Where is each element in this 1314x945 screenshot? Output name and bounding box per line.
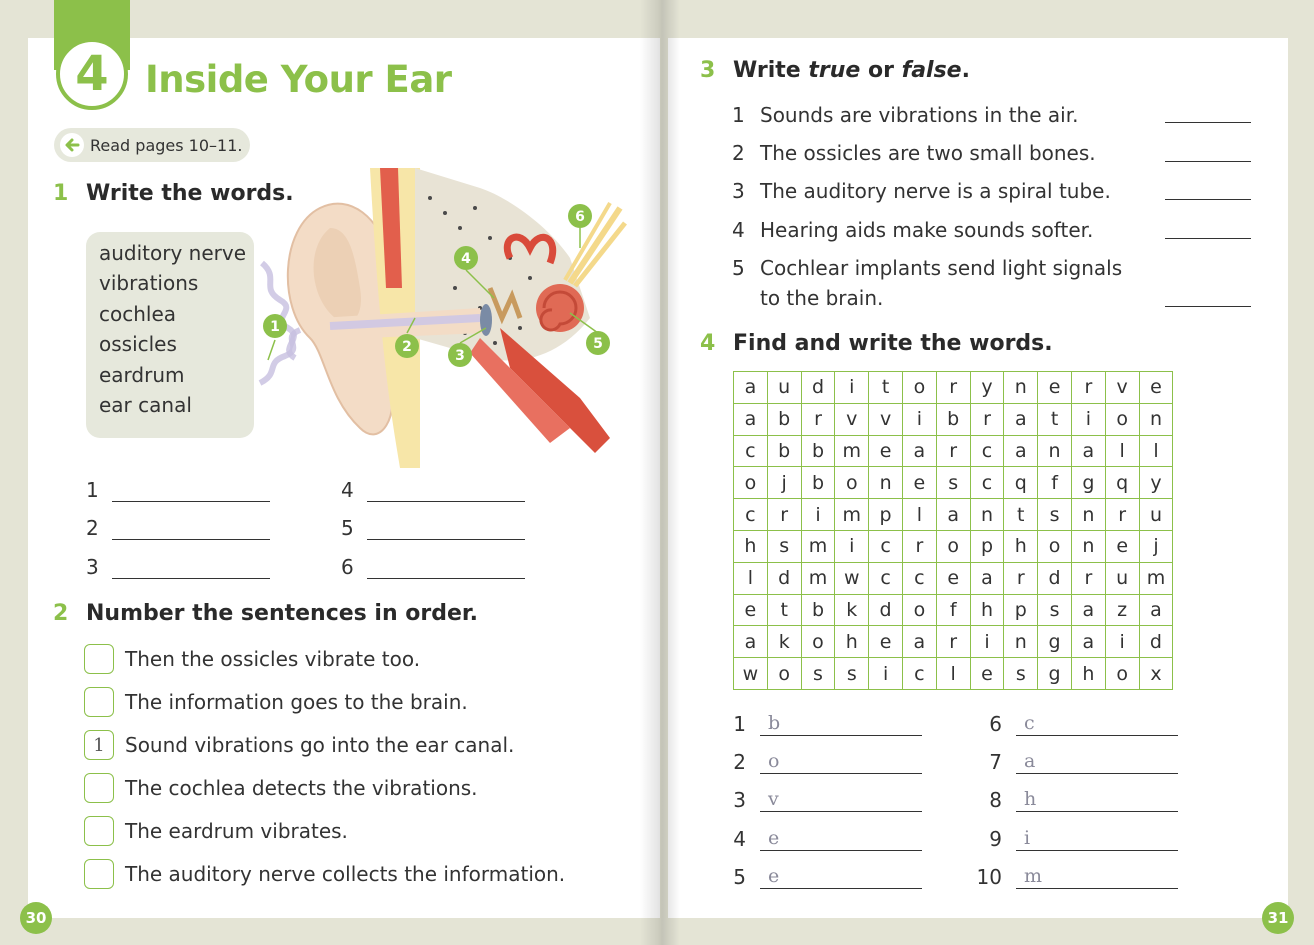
word-item: auditory nerve xyxy=(99,241,247,265)
grid-cell[interactable]: m xyxy=(801,562,835,594)
handwritten-letter: c xyxy=(1024,712,1035,734)
order-box[interactable] xyxy=(84,687,114,717)
grid-cell[interactable]: o xyxy=(902,372,936,404)
grid-cell[interactable]: e xyxy=(970,658,1004,690)
exercise-4-title: Find and write the words. xyxy=(733,331,1053,356)
answer-number: 3 xyxy=(733,788,746,812)
tf-statement: Cochlear implants send light signals xyxy=(760,256,1123,280)
grid-row xyxy=(734,530,1173,562)
back-arrow-icon xyxy=(60,133,84,157)
grid-cell[interactable]: b xyxy=(767,403,801,435)
sentence-row xyxy=(84,687,468,717)
grid-cell[interactable]: s xyxy=(1038,594,1072,626)
grid-cell[interactable]: e xyxy=(869,435,903,467)
grid-cell[interactable]: y xyxy=(970,372,1004,404)
grid-cell[interactable]: t xyxy=(869,372,903,404)
word-box xyxy=(86,232,254,438)
tf-answer-line[interactable] xyxy=(1165,122,1251,123)
answer-row xyxy=(720,786,922,812)
grid-cell[interactable]: i xyxy=(970,626,1004,658)
grid-cell[interactable]: r xyxy=(970,403,1004,435)
answer-row xyxy=(972,786,1178,812)
grid-cell[interactable]: n xyxy=(1038,435,1072,467)
answer-line[interactable] xyxy=(112,518,270,540)
order-box[interactable] xyxy=(84,773,114,803)
tf-answer-line[interactable] xyxy=(1165,161,1251,162)
grid-cell[interactable]: a xyxy=(1004,403,1038,435)
answer-number: 1 xyxy=(733,712,746,736)
grid-cell[interactable]: o xyxy=(734,467,768,499)
grid-cell[interactable]: n xyxy=(1071,499,1105,531)
tf-statement: The auditory nerve is a spiral tube. xyxy=(760,179,1111,203)
answer-row xyxy=(86,555,270,579)
answer-number: 4 xyxy=(733,827,746,851)
grid-cell[interactable]: s xyxy=(801,658,835,690)
order-box[interactable] xyxy=(84,816,114,846)
answer-line[interactable] xyxy=(760,863,922,889)
word-item: ossicles xyxy=(99,332,177,357)
answer-line[interactable] xyxy=(1016,786,1178,812)
sentence-text: Then the ossicles vibrate too. xyxy=(125,647,421,671)
grid-cell[interactable]: f xyxy=(936,594,970,626)
grid-cell[interactable]: z xyxy=(1105,594,1139,626)
grid-cell[interactable]: h xyxy=(835,626,869,658)
grid-cell[interactable]: m xyxy=(835,499,869,531)
answer-number: 2 xyxy=(86,516,99,540)
answer-line[interactable] xyxy=(1016,710,1178,736)
answer-line[interactable] xyxy=(760,710,922,736)
grid-cell[interactable]: c xyxy=(869,562,903,594)
grid-cell[interactable]: r xyxy=(902,530,936,562)
grid-row xyxy=(734,658,1173,690)
answer-number: 5 xyxy=(341,516,354,540)
diagram-label-2: 2 xyxy=(402,339,412,355)
answer-row xyxy=(341,555,525,579)
grid-cell[interactable]: r xyxy=(801,403,835,435)
answer-line[interactable] xyxy=(1016,825,1178,851)
tf-item xyxy=(732,141,1096,165)
diagram-label-3: 3 xyxy=(455,348,465,364)
grid-cell[interactable]: c xyxy=(970,467,1004,499)
grid-cell[interactable]: l xyxy=(902,499,936,531)
sentence-text: The cochlea detects the vibrations. xyxy=(125,776,478,800)
grid-cell[interactable]: x xyxy=(1139,658,1173,690)
grid-cell[interactable]: a xyxy=(734,372,768,404)
handwritten-letter: a xyxy=(1024,750,1036,772)
answer-number: 4 xyxy=(341,478,354,502)
grid-cell[interactable]: p xyxy=(1004,594,1038,626)
grid-cell[interactable]: t xyxy=(1004,499,1038,531)
grid-cell[interactable]: d xyxy=(801,372,835,404)
grid-row xyxy=(734,435,1173,467)
word-item: vibrations xyxy=(99,271,199,296)
grid-cell[interactable]: a xyxy=(1071,626,1105,658)
grid-cell[interactable]: m xyxy=(835,435,869,467)
answer-line[interactable] xyxy=(112,557,270,579)
grid-cell[interactable]: s xyxy=(936,467,970,499)
grid-cell[interactable]: n xyxy=(1004,372,1038,404)
diagram-label-5: 5 xyxy=(593,336,603,352)
answer-row xyxy=(720,825,922,851)
grid-cell[interactable]: m xyxy=(801,530,835,562)
grid-cell[interactable]: r xyxy=(936,372,970,404)
title-part: or xyxy=(860,58,902,83)
exercise-4-number: 4 xyxy=(700,331,716,356)
grid-cell[interactable]: l xyxy=(734,562,768,594)
answer-row xyxy=(86,516,270,540)
grid-cell[interactable]: o xyxy=(1038,530,1072,562)
grid-cell[interactable]: w xyxy=(835,562,869,594)
tf-item xyxy=(732,103,1078,127)
grid-cell[interactable]: c xyxy=(734,435,768,467)
grid-cell[interactable]: a xyxy=(734,626,768,658)
answer-number: 10 xyxy=(976,865,1002,889)
handwritten-letter: e xyxy=(768,827,780,849)
answer-row xyxy=(341,478,525,502)
grid-cell[interactable]: s xyxy=(767,530,801,562)
answer-line[interactable] xyxy=(1016,748,1178,774)
answer-line[interactable] xyxy=(760,748,922,774)
ear-diagram xyxy=(250,168,630,468)
grid-cell[interactable]: h xyxy=(1071,658,1105,690)
answer-number: 6 xyxy=(341,555,354,579)
grid-cell[interactable]: b xyxy=(801,467,835,499)
handwritten-letter: i xyxy=(1024,827,1031,849)
exercise-1-title: Write the words. xyxy=(86,181,294,206)
grid-cell[interactable]: o xyxy=(1105,658,1139,690)
grid-cell[interactable]: o xyxy=(902,594,936,626)
grid-cell[interactable]: m xyxy=(1139,562,1173,594)
handwritten-letter: v xyxy=(768,788,779,810)
grid-cell[interactable]: k xyxy=(835,594,869,626)
sentence-row xyxy=(84,773,478,803)
grid-cell[interactable]: h xyxy=(734,530,768,562)
grid-cell[interactable]: s xyxy=(1038,499,1072,531)
grid-cell[interactable]: d xyxy=(1038,562,1072,594)
grid-cell[interactable]: g xyxy=(1071,467,1105,499)
exercise-2-number: 2 xyxy=(53,601,69,626)
grid-cell[interactable]: v xyxy=(1105,372,1139,404)
grid-cell[interactable]: k xyxy=(767,626,801,658)
tf-item-continued xyxy=(760,286,883,310)
grid-cell[interactable]: r xyxy=(1071,372,1105,404)
grid-cell[interactable]: o xyxy=(936,530,970,562)
answer-row xyxy=(720,710,922,736)
title-false: false xyxy=(901,58,962,83)
grid-cell[interactable]: q xyxy=(1004,467,1038,499)
tf-statement: The ossicles are two small bones. xyxy=(760,141,1096,165)
grid-cell[interactable]: e xyxy=(1038,372,1072,404)
handwritten-letter: b xyxy=(768,712,781,734)
grid-cell[interactable]: a xyxy=(902,435,936,467)
read-pages-note xyxy=(54,128,250,162)
grid-cell[interactable]: a xyxy=(936,499,970,531)
grid-cell[interactable]: a xyxy=(1071,594,1105,626)
word-item: eardrum xyxy=(99,362,185,387)
answer-line[interactable] xyxy=(1016,863,1178,889)
grid-cell[interactable]: q xyxy=(1105,467,1139,499)
grid-cell[interactable]: o xyxy=(801,626,835,658)
answer-line[interactable] xyxy=(367,518,525,540)
grid-cell[interactable]: r xyxy=(936,435,970,467)
book-gutter xyxy=(640,0,680,945)
answer-row xyxy=(720,748,922,774)
grid-cell[interactable]: u xyxy=(767,372,801,404)
answer-row xyxy=(972,825,1178,851)
order-box[interactable]: 1 xyxy=(84,730,114,760)
grid-cell[interactable]: v xyxy=(869,403,903,435)
tf-answer-line[interactable] xyxy=(1165,306,1251,307)
word-item: cochlea xyxy=(99,301,177,326)
grid-cell[interactable]: s xyxy=(835,658,869,690)
grid-cell[interactable]: r xyxy=(1105,499,1139,531)
exercise-2-title: Number the sentences in order. xyxy=(86,601,478,626)
grid-cell[interactable]: i xyxy=(1105,626,1139,658)
grid-cell[interactable]: c xyxy=(902,562,936,594)
grid-cell[interactable]: a xyxy=(970,562,1004,594)
tf-number: 4 xyxy=(732,218,745,242)
sentence-text: The auditory nerve collects the information. xyxy=(125,862,566,886)
tf-item xyxy=(732,218,1093,242)
answer-number: 2 xyxy=(733,750,746,774)
grid-cell[interactable]: j xyxy=(767,467,801,499)
grid-cell[interactable]: h xyxy=(1004,530,1038,562)
answer-row xyxy=(972,863,1178,889)
title-part: Write xyxy=(733,58,809,83)
grid-cell[interactable]: e xyxy=(734,594,768,626)
tf-item xyxy=(732,256,1122,280)
grid-cell[interactable]: u xyxy=(1139,499,1173,531)
grid-cell[interactable]: l xyxy=(936,658,970,690)
grid-cell[interactable]: c xyxy=(869,530,903,562)
exercise-3-title xyxy=(733,58,970,83)
handwritten-letter: h xyxy=(1024,788,1037,810)
grid-cell[interactable]: r xyxy=(1071,562,1105,594)
word-item: ear canal xyxy=(99,393,192,418)
grid-cell[interactable]: b xyxy=(801,594,835,626)
grid-row xyxy=(734,562,1173,594)
unit-number-badge: 4 xyxy=(56,38,128,110)
exercise-3-number: 3 xyxy=(700,58,716,83)
grid-cell[interactable]: b xyxy=(936,403,970,435)
answer-number: 8 xyxy=(989,788,1002,812)
grid-cell[interactable]: c xyxy=(902,658,936,690)
tf-item xyxy=(732,179,1111,203)
grid-cell[interactable]: o xyxy=(835,467,869,499)
grid-cell[interactable]: t xyxy=(1038,403,1072,435)
tf-answer-line[interactable] xyxy=(1165,238,1251,239)
tf-number: 2 xyxy=(732,141,745,165)
grid-cell[interactable]: e xyxy=(869,626,903,658)
grid-row xyxy=(734,499,1173,531)
grid-cell[interactable]: a xyxy=(1004,435,1038,467)
answer-line[interactable] xyxy=(760,786,922,812)
grid-cell[interactable]: v xyxy=(835,403,869,435)
tf-answer-line[interactable] xyxy=(1165,199,1251,200)
grid-cell[interactable]: n xyxy=(869,467,903,499)
tf-number: 5 xyxy=(732,256,745,280)
grid-cell[interactable]: o xyxy=(1105,403,1139,435)
grid-row xyxy=(734,594,1173,626)
grid-cell[interactable]: n xyxy=(1139,403,1173,435)
tf-statement: Sounds are vibrations in the air. xyxy=(760,103,1079,127)
grid-cell[interactable]: s xyxy=(1004,658,1038,690)
grid-cell[interactable]: f xyxy=(1038,467,1072,499)
read-pages-text: Read pages 10–11. xyxy=(90,135,243,155)
answer-number: 6 xyxy=(989,712,1002,736)
grid-cell[interactable]: j xyxy=(1139,530,1173,562)
grid-row xyxy=(734,372,1173,404)
grid-cell[interactable]: p xyxy=(970,530,1004,562)
answer-row xyxy=(972,748,1178,774)
grid-cell[interactable]: a xyxy=(902,626,936,658)
sentence-text: The eardrum vibrates. xyxy=(125,819,348,843)
grid-cell[interactable]: p xyxy=(869,499,903,531)
answer-row xyxy=(86,478,270,502)
grid-cell[interactable]: i xyxy=(835,530,869,562)
order-box[interactable] xyxy=(84,859,114,889)
grid-cell[interactable]: g xyxy=(1038,626,1072,658)
grid-cell[interactable]: e xyxy=(936,562,970,594)
sentence-row xyxy=(84,730,514,760)
sentence-text: Sound vibrations go into the ear canal. xyxy=(125,733,515,757)
word-search-grid xyxy=(733,371,1173,690)
diagram-label-1: 1 xyxy=(270,319,280,335)
grid-cell[interactable]: l xyxy=(1105,435,1139,467)
grid-cell[interactable]: a xyxy=(1139,594,1173,626)
grid-row xyxy=(734,626,1173,658)
sentence-row xyxy=(84,644,420,674)
grid-cell[interactable]: r xyxy=(767,499,801,531)
grid-cell[interactable]: e xyxy=(1105,530,1139,562)
answer-number: 3 xyxy=(86,555,99,579)
grid-cell[interactable]: i xyxy=(835,372,869,404)
grid-cell[interactable]: n xyxy=(1004,626,1038,658)
answer-number: 1 xyxy=(86,478,99,502)
order-box[interactable] xyxy=(84,644,114,674)
answer-line[interactable] xyxy=(367,480,525,502)
grid-cell[interactable]: l xyxy=(1139,435,1173,467)
grid-cell[interactable]: a xyxy=(734,403,768,435)
answer-number: 9 xyxy=(989,827,1002,851)
grid-cell[interactable]: h xyxy=(970,594,1004,626)
grid-cell[interactable]: d xyxy=(1139,626,1173,658)
grid-row xyxy=(734,403,1173,435)
tf-number: 3 xyxy=(732,179,745,203)
grid-cell[interactable]: c xyxy=(734,499,768,531)
handwritten-letter: m xyxy=(1024,865,1043,887)
answer-number: 7 xyxy=(989,750,1002,774)
grid-cell[interactable]: w xyxy=(734,658,768,690)
grid-cell[interactable]: r xyxy=(936,626,970,658)
grid-cell[interactable]: u xyxy=(1105,562,1139,594)
grid-cell[interactable]: i xyxy=(869,658,903,690)
exercise-1-number: 1 xyxy=(53,181,69,206)
sentence-row xyxy=(84,859,565,889)
handwritten-letter: e xyxy=(768,865,780,887)
grid-cell[interactable]: i xyxy=(1071,403,1105,435)
grid-cell[interactable]: e xyxy=(1139,372,1173,404)
answer-line[interactable] xyxy=(112,480,270,502)
answer-line[interactable] xyxy=(760,825,922,851)
sentence-text: The information goes to the brain. xyxy=(125,690,468,714)
grid-cell[interactable]: n xyxy=(970,499,1004,531)
grid-cell[interactable]: i xyxy=(902,403,936,435)
diagram-label-6: 6 xyxy=(575,209,585,225)
unit-title: Inside Your Ear xyxy=(145,58,452,101)
page-number-left: 30 xyxy=(20,902,52,934)
grid-cell[interactable]: o xyxy=(767,658,801,690)
page-number-right: 31 xyxy=(1262,902,1294,934)
grid-cell[interactable]: y xyxy=(1139,467,1173,499)
tf-number: 1 xyxy=(732,103,745,127)
grid-cell[interactable]: t xyxy=(767,594,801,626)
tf-statement: Hearing aids make sounds softer. xyxy=(760,218,1094,242)
grid-cell[interactable]: i xyxy=(801,499,835,531)
grid-cell[interactable]: n xyxy=(1071,530,1105,562)
grid-cell[interactable]: r xyxy=(1004,562,1038,594)
sentence-row xyxy=(84,816,348,846)
title-part: . xyxy=(961,58,970,83)
grid-cell[interactable]: e xyxy=(902,467,936,499)
grid-cell[interactable]: d xyxy=(767,562,801,594)
answer-number: 5 xyxy=(733,865,746,889)
answer-row xyxy=(341,516,525,540)
grid-cell[interactable]: b xyxy=(801,435,835,467)
tf-statement-cont: to the brain. xyxy=(760,286,884,310)
grid-cell[interactable]: c xyxy=(970,435,1004,467)
answer-line[interactable] xyxy=(367,557,525,579)
grid-row xyxy=(734,467,1173,499)
answer-row xyxy=(720,863,922,889)
grid-cell[interactable]: b xyxy=(767,435,801,467)
diagram-label-4: 4 xyxy=(461,251,471,267)
grid-cell[interactable]: a xyxy=(1071,435,1105,467)
grid-cell[interactable]: d xyxy=(869,594,903,626)
handwritten-letter: o xyxy=(768,750,780,772)
title-true: true xyxy=(808,58,861,83)
grid-cell[interactable]: g xyxy=(1038,658,1072,690)
answer-row xyxy=(972,710,1178,736)
